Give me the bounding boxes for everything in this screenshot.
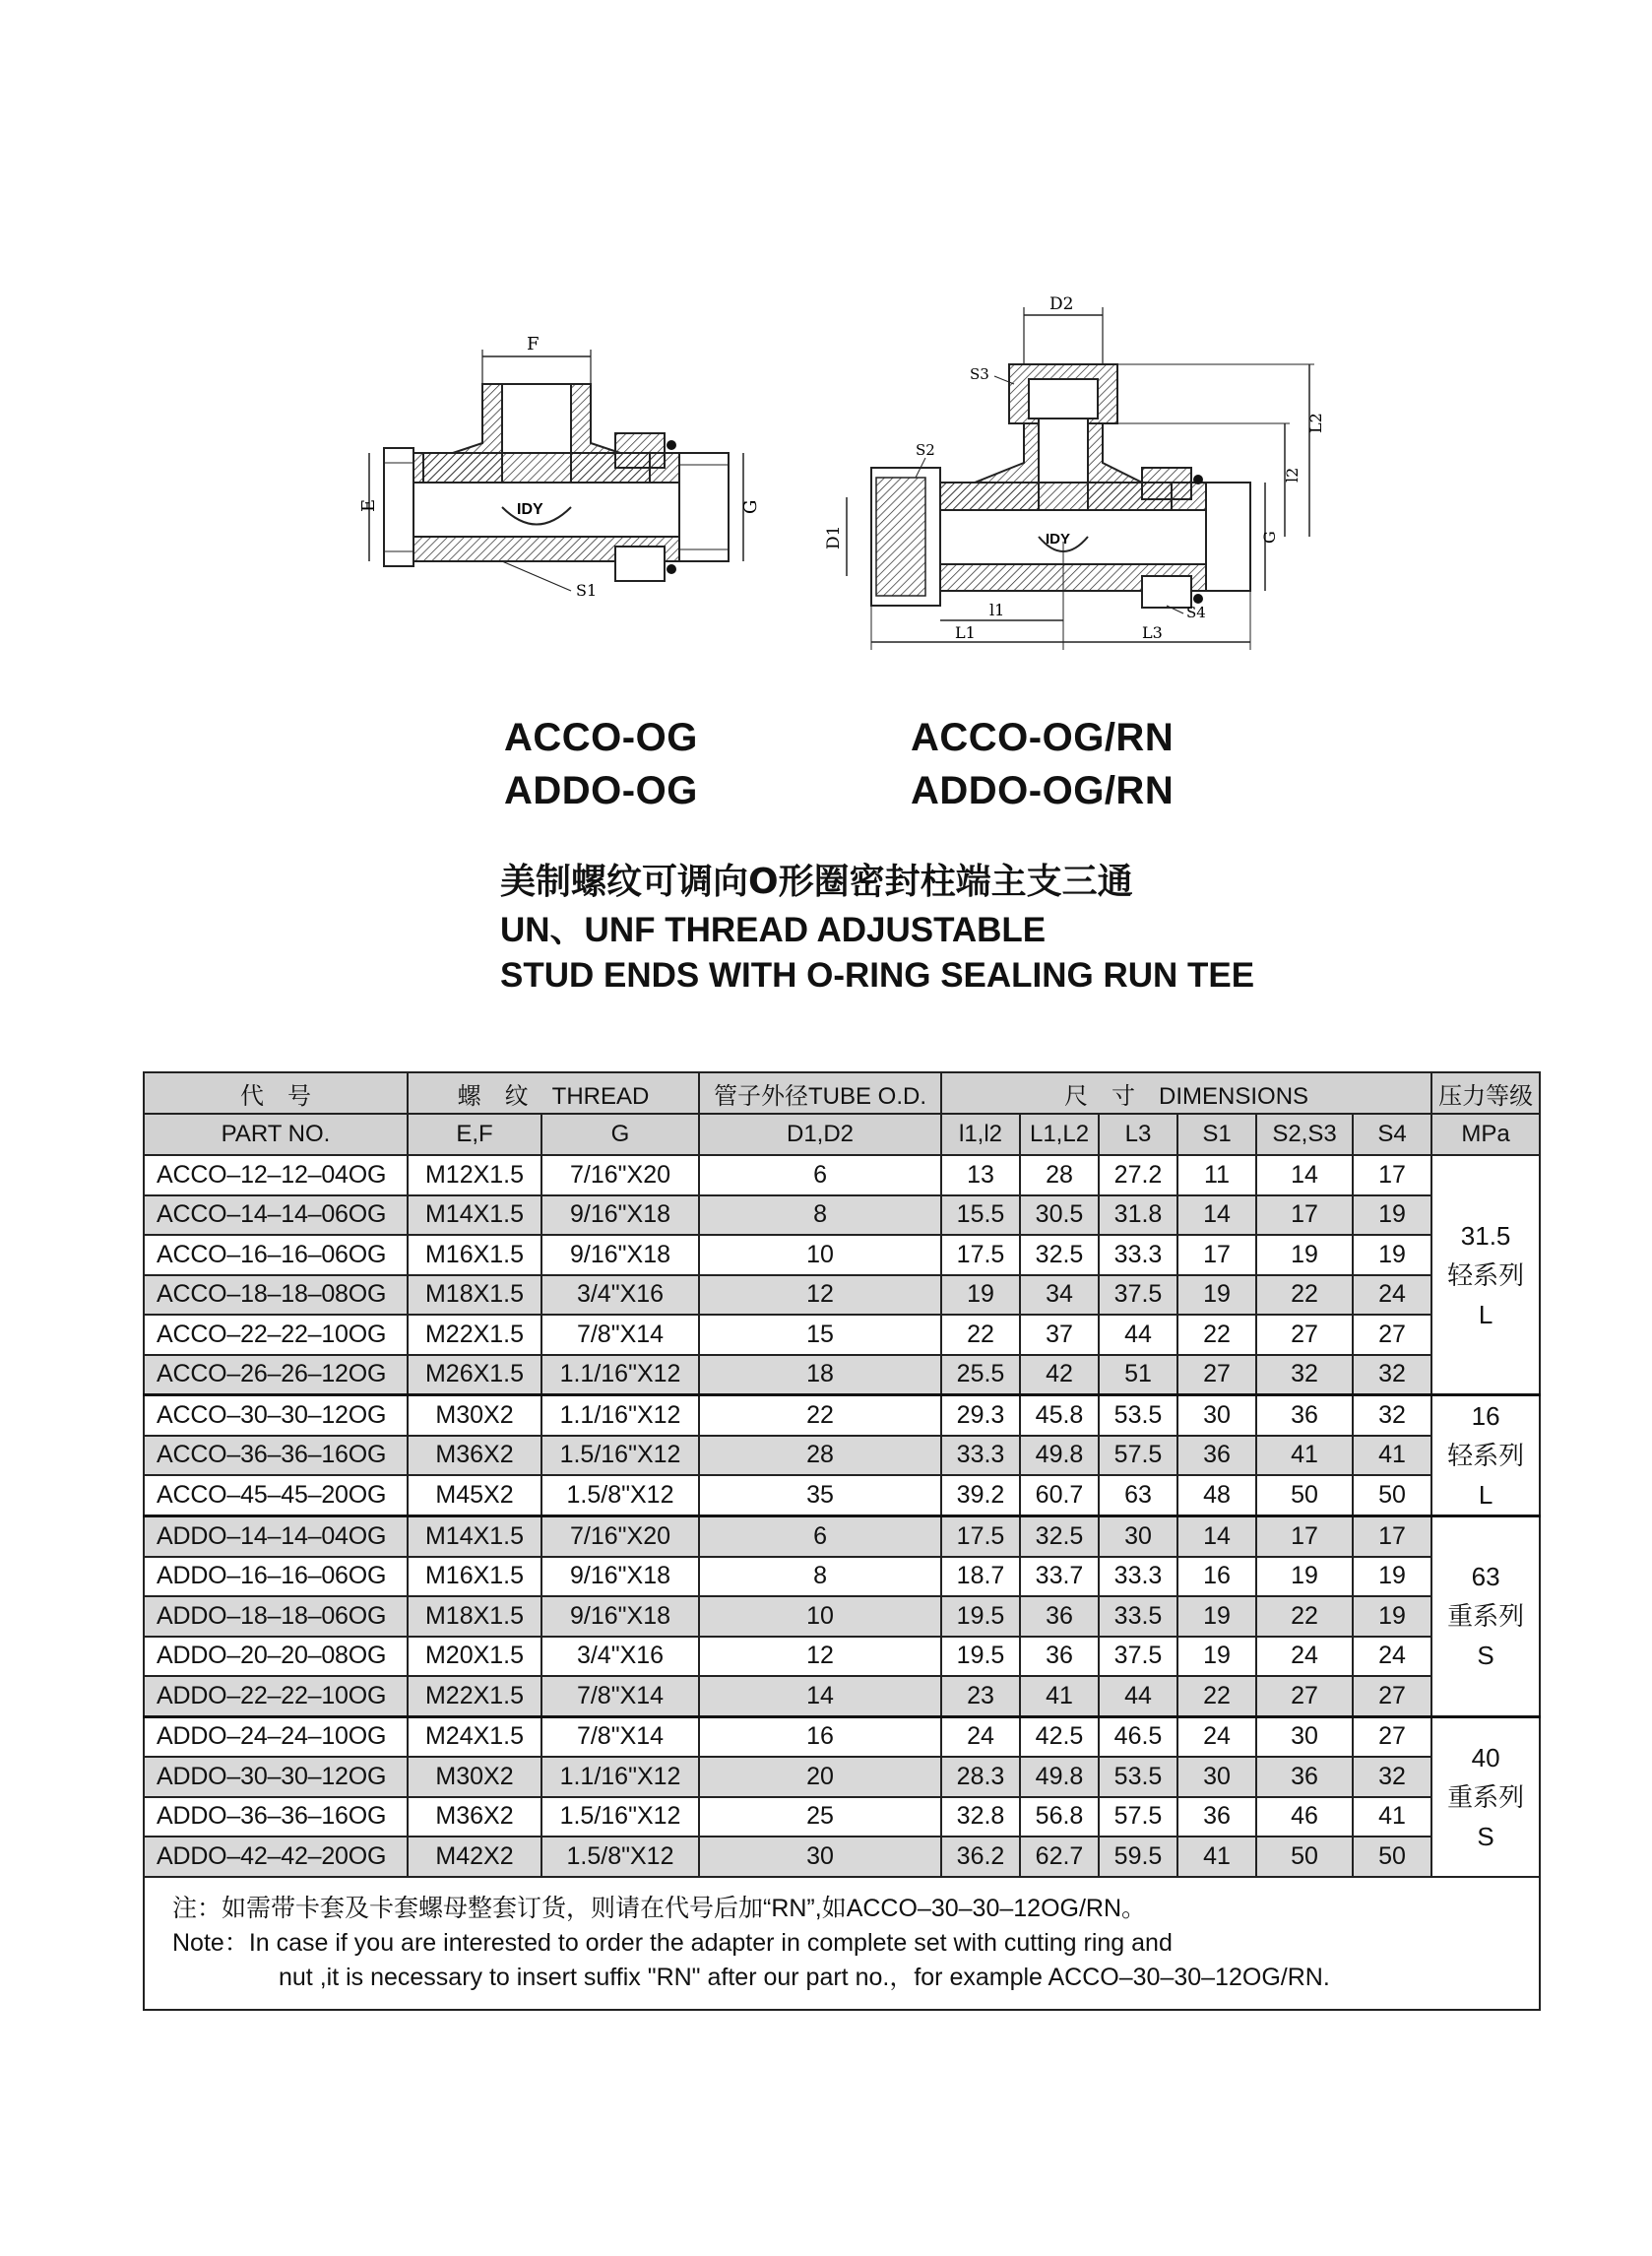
dim-S23-cell: 27 xyxy=(1256,1315,1353,1355)
brand-mark: IDY xyxy=(1046,531,1071,548)
part-no-cell: ADDO–14–14–04OG xyxy=(144,1516,408,1557)
part-no-cell: ADDO–16–16–06OG xyxy=(144,1557,408,1597)
dim-S23-cell: 46 xyxy=(1256,1797,1353,1837)
pressure-code: S xyxy=(1477,1641,1494,1671)
thread-ef-cell: M45X2 xyxy=(408,1475,541,1515)
thread-g-cell: 1.1/16"X12 xyxy=(541,1757,699,1797)
dim-L-cell: 32.5 xyxy=(1020,1516,1099,1557)
tube-od-cell: 22 xyxy=(699,1395,941,1436)
dim-S1-cell: 19 xyxy=(1177,1637,1256,1677)
thread-g-cell: 7/16"X20 xyxy=(541,1155,699,1195)
dim-L3-cell: 53.5 xyxy=(1099,1395,1177,1436)
dim-l-cell: 25.5 xyxy=(941,1355,1020,1395)
note-row xyxy=(144,1877,1540,2010)
dim-l-cell: 19.5 xyxy=(941,1637,1020,1677)
dim-S4-cell: 19 xyxy=(1353,1596,1431,1637)
pressure-grade-cell xyxy=(1431,1716,1540,1877)
model-code: ADDO-OG xyxy=(504,769,698,812)
tube-od-cell: 30 xyxy=(699,1837,941,1877)
dim-S23-cell: 50 xyxy=(1256,1475,1353,1515)
thread-g-cell: 3/4"X16 xyxy=(541,1275,699,1316)
thread-g-cell: 1.5/16"X12 xyxy=(541,1436,699,1476)
header-part: 代 号 xyxy=(144,1072,408,1114)
header-mpa: MPa xyxy=(1431,1114,1540,1155)
thread-g-cell: 3/4"X16 xyxy=(541,1637,699,1677)
dim-L-cell: 60.7 xyxy=(1020,1475,1099,1515)
thread-g-cell: 9/16"X18 xyxy=(541,1596,699,1637)
title-english-line1: UN、UNF THREAD ADJUSTABLE xyxy=(500,911,1047,949)
pressure-series: 重系列 xyxy=(1447,1601,1525,1632)
dim-S1-cell: 22 xyxy=(1177,1315,1256,1355)
thread-g-cell: 1.5/8"X12 xyxy=(541,1475,699,1515)
part-no-cell: ADDO–18–18–06OG xyxy=(144,1596,408,1637)
dim-S4-cell: 32 xyxy=(1353,1355,1431,1395)
label-F: F xyxy=(527,334,540,355)
tube-od-cell: 25 xyxy=(699,1797,941,1837)
model-code: ACCO-OG/RN xyxy=(911,716,1175,759)
dim-S4-cell: 41 xyxy=(1353,1797,1431,1837)
note-label: Note： xyxy=(172,1928,249,1957)
dim-S23-cell: 22 xyxy=(1256,1596,1353,1637)
dim-S1-cell: 24 xyxy=(1177,1716,1256,1757)
thread-g-cell: 7/16"X20 xyxy=(541,1516,699,1557)
tube-od-cell: 10 xyxy=(699,1596,941,1637)
dim-L-cell: 30.5 xyxy=(1020,1195,1099,1236)
label-G: G xyxy=(740,499,761,514)
pressure-series: 轻系列 xyxy=(1447,1441,1525,1470)
dim-L-cell: 42.5 xyxy=(1020,1716,1099,1757)
tube-od-cell: 6 xyxy=(699,1155,941,1195)
part-no-cell: ADDO–24–24–10OG xyxy=(144,1716,408,1757)
dim-S4-cell: 32 xyxy=(1353,1395,1431,1436)
product-title xyxy=(500,857,1254,999)
thread-g-cell: 1.5/8"X12 xyxy=(541,1837,699,1877)
thread-ef-cell: M24X1.5 xyxy=(408,1716,541,1757)
dim-l-cell: 17.5 xyxy=(941,1516,1020,1557)
table-row xyxy=(144,1155,1540,1195)
table-row xyxy=(144,1436,1540,1476)
thread-g-cell: 1.1/16"X12 xyxy=(541,1355,699,1395)
dim-L3-cell: 59.5 xyxy=(1099,1837,1177,1877)
label-S4: S4 xyxy=(1186,604,1206,621)
thread-ef-cell: M18X1.5 xyxy=(408,1275,541,1316)
dim-S4-cell: 27 xyxy=(1353,1676,1431,1716)
model-codes-left xyxy=(504,711,698,817)
dim-S1-cell: 19 xyxy=(1177,1596,1256,1637)
dim-L3-cell: 63 xyxy=(1099,1475,1177,1515)
label-S2: S2 xyxy=(916,441,935,459)
thread-ef-cell: M30X2 xyxy=(408,1757,541,1797)
header-part-no: PART NO. xyxy=(144,1114,408,1155)
dim-S1-cell: 41 xyxy=(1177,1837,1256,1877)
tube-od-cell: 10 xyxy=(699,1235,941,1275)
thread-ef-cell: M22X1.5 xyxy=(408,1315,541,1355)
note-english-line1 xyxy=(172,1926,1511,1961)
dim-L-cell: 41 xyxy=(1020,1676,1099,1716)
model-codes-right xyxy=(911,711,1174,817)
dim-S23-cell: 19 xyxy=(1256,1235,1353,1275)
dim-L3-cell: 33.3 xyxy=(1099,1235,1177,1275)
dim-S4-cell: 27 xyxy=(1353,1315,1431,1355)
dim-S4-cell: 41 xyxy=(1353,1436,1431,1476)
tube-od-cell: 35 xyxy=(699,1475,941,1515)
dim-L3-cell: 51 xyxy=(1099,1355,1177,1395)
part-no-cell: ACCO–26–26–12OG xyxy=(144,1355,408,1395)
dim-S23-cell: 36 xyxy=(1256,1395,1353,1436)
thread-ef-cell: M36X2 xyxy=(408,1797,541,1837)
dim-S1-cell: 22 xyxy=(1177,1676,1256,1716)
table-row xyxy=(144,1797,1540,1837)
label-S3: S3 xyxy=(970,365,989,383)
part-no-cell: ACCO–18–18–08OG xyxy=(144,1275,408,1316)
part-no-cell: ACCO–36–36–16OG xyxy=(144,1436,408,1476)
dim-L-cell: 33.7 xyxy=(1020,1557,1099,1597)
thread-ef-cell: M30X2 xyxy=(408,1395,541,1436)
table-row xyxy=(144,1315,1540,1355)
header-S4: S4 xyxy=(1353,1114,1431,1155)
thread-ef-cell: M22X1.5 xyxy=(408,1676,541,1716)
header-ef: E,F xyxy=(408,1114,541,1155)
dim-L3-cell: 37.5 xyxy=(1099,1637,1177,1677)
dim-S1-cell: 36 xyxy=(1177,1797,1256,1837)
dim-S23-cell: 36 xyxy=(1256,1757,1353,1797)
dim-L-cell: 32.5 xyxy=(1020,1235,1099,1275)
header-d: D1,D2 xyxy=(699,1114,941,1155)
drawing-acco-og-rn xyxy=(817,286,1329,660)
dim-l-cell: 23 xyxy=(941,1676,1020,1716)
header-thread: 螺 纹 THREAD xyxy=(408,1072,699,1114)
pressure-code: L xyxy=(1478,1299,1493,1329)
dim-L3-cell: 37.5 xyxy=(1099,1275,1177,1316)
table-row xyxy=(144,1716,1540,1757)
label-L2: L2 xyxy=(1306,413,1325,433)
model-code: ADDO-OG/RN xyxy=(911,769,1175,812)
thread-g-cell: 9/16"X18 xyxy=(541,1557,699,1597)
note-english-line2: nut ,it is necessary to insert suffix "RN" after our part no.，for example ACCO–30–30–12OG/RN. xyxy=(279,1963,1330,1991)
dim-L-cell: 28 xyxy=(1020,1155,1099,1195)
dim-S1-cell: 17 xyxy=(1177,1235,1256,1275)
dim-L3-cell: 46.5 xyxy=(1099,1716,1177,1757)
tube-od-cell: 18 xyxy=(699,1355,941,1395)
thread-ef-cell: M42X2 xyxy=(408,1837,541,1877)
header-g: G xyxy=(541,1114,699,1155)
tube-od-cell: 12 xyxy=(699,1275,941,1316)
thread-ef-cell: M16X1.5 xyxy=(408,1557,541,1597)
thread-ef-cell: M26X1.5 xyxy=(408,1355,541,1395)
dim-S23-cell: 50 xyxy=(1256,1837,1353,1877)
dim-L-cell: 34 xyxy=(1020,1275,1099,1316)
drawing-acco-og xyxy=(354,295,768,620)
part-no-cell: ACCO–45–45–20OG xyxy=(144,1475,408,1515)
part-no-cell: ACCO–14–14–06OG xyxy=(144,1195,408,1236)
part-no-cell: ACCO–12–12–04OG xyxy=(144,1155,408,1195)
dim-l-cell: 17.5 xyxy=(941,1235,1020,1275)
dim-S4-cell: 50 xyxy=(1353,1475,1431,1515)
table-row xyxy=(144,1757,1540,1797)
dim-S4-cell: 17 xyxy=(1353,1155,1431,1195)
dim-S23-cell: 19 xyxy=(1256,1557,1353,1597)
dim-l-cell: 18.7 xyxy=(941,1557,1020,1597)
part-no-cell: ADDO–22–22–10OG xyxy=(144,1676,408,1716)
model-code: ACCO-OG xyxy=(504,716,698,759)
pressure-code: S xyxy=(1477,1821,1494,1851)
dim-S4-cell: 32 xyxy=(1353,1757,1431,1797)
part-no-cell: ADDO–30–30–12OG xyxy=(144,1757,408,1797)
dim-L3-cell: 44 xyxy=(1099,1315,1177,1355)
label-L3: L3 xyxy=(1142,623,1163,642)
thread-g-cell: 7/8"X14 xyxy=(541,1716,699,1757)
part-no-cell: ACCO–16–16–06OG xyxy=(144,1235,408,1275)
thread-ef-cell: M16X1.5 xyxy=(408,1235,541,1275)
header-S1: S1 xyxy=(1177,1114,1256,1155)
pressure-mpa: 40 xyxy=(1471,1742,1500,1773)
pressure-code: L xyxy=(1478,1480,1493,1510)
thread-g-cell: 9/16"X18 xyxy=(541,1195,699,1236)
pressure-grade-cell xyxy=(1431,1155,1540,1395)
brand-mark: IDY xyxy=(517,501,543,518)
dim-L-cell: 56.8 xyxy=(1020,1797,1099,1837)
dim-l-cell: 29.3 xyxy=(941,1395,1020,1436)
dim-S23-cell: 27 xyxy=(1256,1676,1353,1716)
label-l2: l2 xyxy=(1283,467,1302,483)
part-no-cell: ADDO–42–42–20OG xyxy=(144,1837,408,1877)
thread-g-cell: 7/8"X14 xyxy=(541,1676,699,1716)
technical-drawings xyxy=(0,295,1652,689)
tube-od-cell: 28 xyxy=(699,1436,941,1476)
dim-l-cell: 28.3 xyxy=(941,1757,1020,1797)
dim-l-cell: 39.2 xyxy=(941,1475,1020,1515)
header-dimensions: 尺 寸 DIMENSIONS xyxy=(941,1072,1431,1114)
table-row xyxy=(144,1235,1540,1275)
dim-L3-cell: 57.5 xyxy=(1099,1797,1177,1837)
thread-g-cell: 7/8"X14 xyxy=(541,1315,699,1355)
dim-L-cell: 42 xyxy=(1020,1355,1099,1395)
dim-l-cell: 36.2 xyxy=(941,1837,1020,1877)
header-row-1 xyxy=(144,1072,1540,1114)
tube-od-cell: 8 xyxy=(699,1557,941,1597)
table-row xyxy=(144,1195,1540,1236)
label-L1: L1 xyxy=(955,623,976,642)
table-row xyxy=(144,1676,1540,1716)
table-row xyxy=(144,1475,1540,1515)
dim-l-cell: 33.3 xyxy=(941,1436,1020,1476)
title-chinese: 美制螺纹可调向O形圈密封柱端主支三通 xyxy=(500,862,1133,902)
tube-od-cell: 20 xyxy=(699,1757,941,1797)
thread-g-cell: 1.5/16"X12 xyxy=(541,1797,699,1837)
note-english-text1: In case if you are interested to order the adapter in complete set with cutting ring and xyxy=(248,1928,1173,1957)
dim-S23-cell: 32 xyxy=(1256,1355,1353,1395)
dim-L3-cell: 44 xyxy=(1099,1676,1177,1716)
dim-L-cell: 49.8 xyxy=(1020,1757,1099,1797)
dim-L-cell: 49.8 xyxy=(1020,1436,1099,1476)
dim-S1-cell: 16 xyxy=(1177,1557,1256,1597)
dim-L3-cell: 53.5 xyxy=(1099,1757,1177,1797)
table-row xyxy=(144,1596,1540,1637)
tube-od-cell: 8 xyxy=(699,1195,941,1236)
thread-ef-cell: M18X1.5 xyxy=(408,1596,541,1637)
dim-L-cell: 36 xyxy=(1020,1637,1099,1677)
dim-L3-cell: 30 xyxy=(1099,1516,1177,1557)
header-row-2 xyxy=(144,1114,1540,1155)
dim-L-cell: 37 xyxy=(1020,1315,1099,1355)
thread-g-cell: 1.1/16"X12 xyxy=(541,1395,699,1436)
thread-ef-cell: M20X1.5 xyxy=(408,1637,541,1677)
pressure-series: 重系列 xyxy=(1447,1781,1525,1812)
dim-S1-cell: 11 xyxy=(1177,1155,1256,1195)
dim-S23-cell: 17 xyxy=(1256,1195,1353,1236)
header-L3: L3 xyxy=(1099,1114,1177,1155)
dim-l-cell: 19 xyxy=(941,1275,1020,1316)
dim-L3-cell: 33.5 xyxy=(1099,1596,1177,1637)
dim-S4-cell: 19 xyxy=(1353,1195,1431,1236)
dim-L3-cell: 31.8 xyxy=(1099,1195,1177,1236)
table-row xyxy=(144,1395,1540,1436)
dim-S4-cell: 17 xyxy=(1353,1516,1431,1557)
dim-l-cell: 32.8 xyxy=(941,1797,1020,1837)
note xyxy=(144,1877,1540,2010)
header-pressure: 压力等级 xyxy=(1431,1072,1540,1114)
dim-S4-cell: 24 xyxy=(1353,1275,1431,1316)
tube-od-cell: 14 xyxy=(699,1676,941,1716)
dim-L3-cell: 33.3 xyxy=(1099,1557,1177,1597)
pressure-grade-cell xyxy=(1431,1395,1540,1516)
dim-S23-cell: 24 xyxy=(1256,1637,1353,1677)
tube-od-cell: 6 xyxy=(699,1516,941,1557)
label-S1: S1 xyxy=(576,581,598,600)
pressure-mpa: 16 xyxy=(1471,1401,1500,1431)
dim-S1-cell: 36 xyxy=(1177,1436,1256,1476)
table-row xyxy=(144,1557,1540,1597)
dim-S23-cell: 22 xyxy=(1256,1275,1353,1316)
dim-S1-cell: 48 xyxy=(1177,1475,1256,1515)
thread-ef-cell: M14X1.5 xyxy=(408,1195,541,1236)
dim-l-cell: 24 xyxy=(941,1716,1020,1757)
part-no-cell: ACCO–22–22–10OG xyxy=(144,1315,408,1355)
label-E: E xyxy=(358,498,379,512)
pressure-mpa: 63 xyxy=(1471,1562,1500,1592)
dim-S4-cell: 27 xyxy=(1353,1716,1431,1757)
thread-g-cell: 9/16"X18 xyxy=(541,1235,699,1275)
tube-od-cell: 16 xyxy=(699,1716,941,1757)
pressure-series: 轻系列 xyxy=(1447,1259,1525,1290)
dim-S4-cell: 19 xyxy=(1353,1235,1431,1275)
part-no-cell: ACCO–30–30–12OG xyxy=(144,1395,408,1436)
dim-L3-cell: 27.2 xyxy=(1099,1155,1177,1195)
dim-S4-cell: 19 xyxy=(1353,1557,1431,1597)
note-chinese: 注：如需带卡套及卡套螺母整套订货，则请在代号后加“RN”,如ACCO–30–30–12OG/RN。 xyxy=(172,1894,1147,1922)
label-D1: D1 xyxy=(824,525,844,549)
dim-l-cell: 15.5 xyxy=(941,1195,1020,1236)
dim-L3-cell: 57.5 xyxy=(1099,1436,1177,1476)
dim-L-cell: 45.8 xyxy=(1020,1395,1099,1436)
tube-od-cell: 12 xyxy=(699,1637,941,1677)
title-english-line2: STUD ENDS WITH O-RING SEALING RUN TEE xyxy=(500,956,1255,995)
thread-ef-cell: M36X2 xyxy=(408,1436,541,1476)
dim-S1-cell: 14 xyxy=(1177,1516,1256,1557)
pressure-grade-cell xyxy=(1431,1516,1540,1717)
dim-S1-cell: 30 xyxy=(1177,1395,1256,1436)
table-row xyxy=(144,1516,1540,1557)
label-G: G xyxy=(1260,531,1279,544)
table-body xyxy=(144,1155,1540,1877)
label-l1: l1 xyxy=(989,601,1005,619)
label-D2: D2 xyxy=(1049,294,1074,314)
header-L1L2: L1,L2 xyxy=(1020,1114,1099,1155)
table-row xyxy=(144,1637,1540,1677)
header-S2S3: S2,S3 xyxy=(1256,1114,1353,1155)
header-l1l2: l1,l2 xyxy=(941,1114,1020,1155)
dim-L-cell: 62.7 xyxy=(1020,1837,1099,1877)
pressure-mpa: 31.5 xyxy=(1460,1220,1511,1251)
part-no-cell: ADDO–20–20–08OG xyxy=(144,1637,408,1677)
dim-S23-cell: 30 xyxy=(1256,1716,1353,1757)
header-tube: 管子外径TUBE O.D. xyxy=(699,1072,941,1114)
dim-S1-cell: 14 xyxy=(1177,1195,1256,1236)
dim-S23-cell: 17 xyxy=(1256,1516,1353,1557)
dim-S23-cell: 14 xyxy=(1256,1155,1353,1195)
dim-L-cell: 36 xyxy=(1020,1596,1099,1637)
table-row xyxy=(144,1275,1540,1316)
dim-S1-cell: 19 xyxy=(1177,1275,1256,1316)
tube-od-cell: 15 xyxy=(699,1315,941,1355)
dim-S4-cell: 24 xyxy=(1353,1637,1431,1677)
dim-S1-cell: 30 xyxy=(1177,1757,1256,1797)
part-no-cell: ADDO–36–36–16OG xyxy=(144,1797,408,1837)
dim-S4-cell: 50 xyxy=(1353,1837,1431,1877)
table-row xyxy=(144,1837,1540,1877)
dim-l-cell: 13 xyxy=(941,1155,1020,1195)
dim-l-cell: 19.5 xyxy=(941,1596,1020,1637)
specification-table xyxy=(143,1071,1541,2011)
dim-l-cell: 22 xyxy=(941,1315,1020,1355)
thread-ef-cell: M14X1.5 xyxy=(408,1516,541,1557)
thread-ef-cell: M12X1.5 xyxy=(408,1155,541,1195)
table-row xyxy=(144,1355,1540,1395)
dim-S23-cell: 41 xyxy=(1256,1436,1353,1476)
dim-S1-cell: 27 xyxy=(1177,1355,1256,1395)
